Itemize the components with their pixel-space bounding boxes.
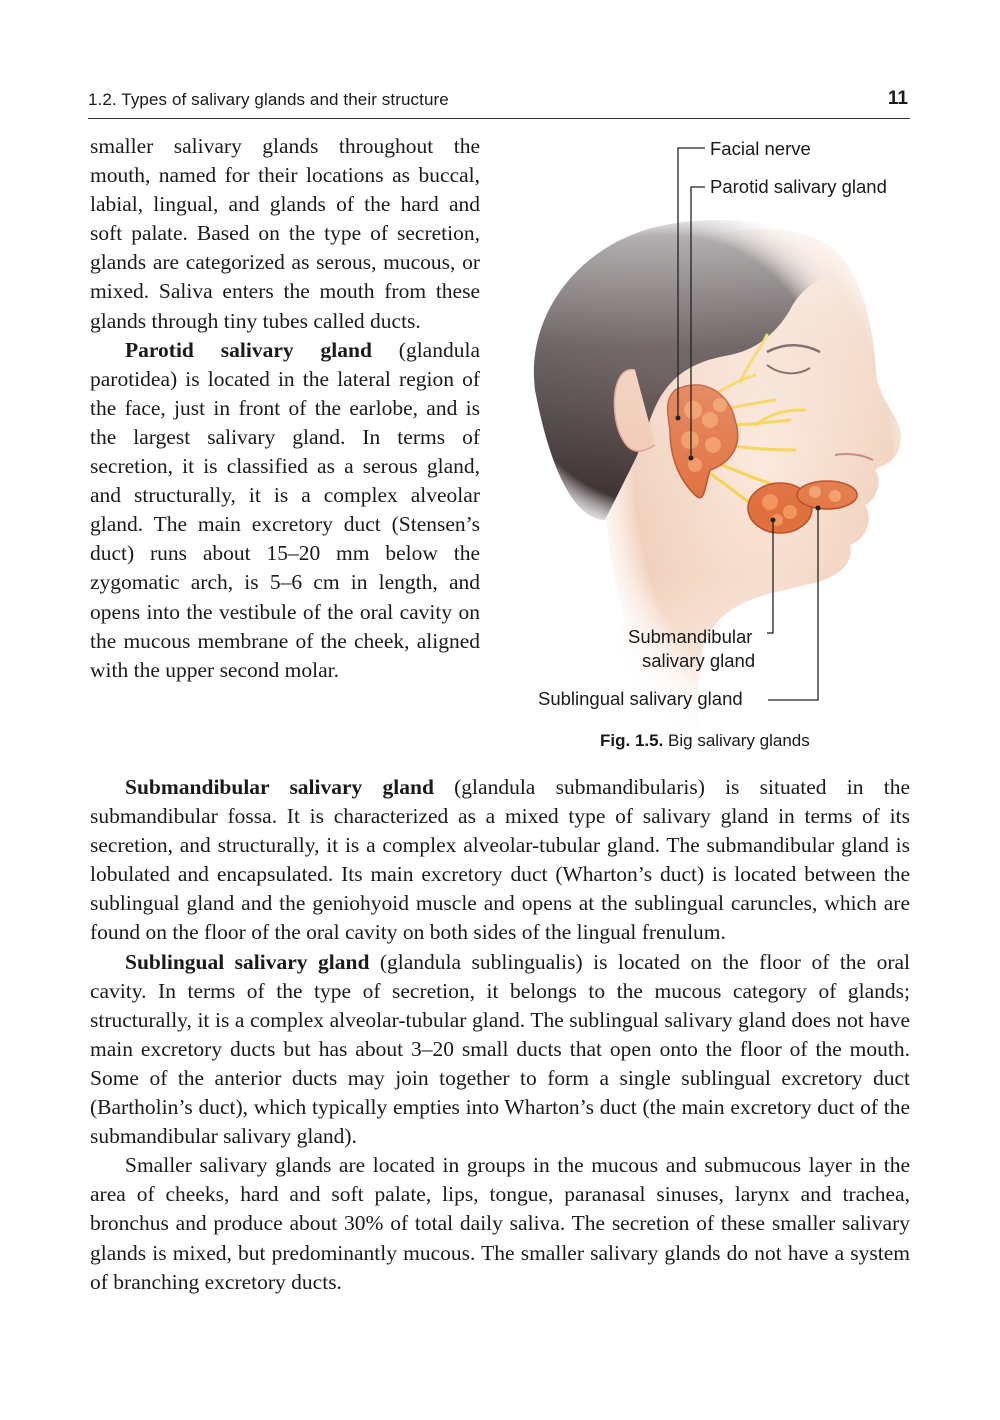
- term-sublingual: Sublingual salivary gland: [125, 949, 370, 974]
- paragraph-intro: smaller salivary glands throughout the mouth, named for their locations as buccal, labial, lingual, and glands of the hard and soft palate. Based on the type of secretion, glands are categorized as serous, mucous, or mixed. Saliva enters the mouth from these glands through tiny tubes called ducts.: [90, 134, 480, 333]
- figure-caption: [600, 731, 810, 751]
- page-number: 11: [887, 88, 908, 109]
- salivary-gland-figure: [505, 120, 925, 770]
- label-submandibular-line1: Submandibular: [628, 626, 753, 647]
- label-facial-nerve: Facial nerve: [710, 138, 811, 159]
- term-submandibular: Submandibular salivary gland: [125, 775, 434, 799]
- full-width-text: [90, 773, 910, 1297]
- paragraph-submandibular-text: (glandula submandibularis) is situated in the submandibular fossa. It is characterized as a mixed type of salivary gland in terms of its secretion, and structurally, it is a complex alveolar-tubular gland. The submandibular gland is lobulated and encapsulated. Its main excretory duct (Wharton’s duct) is located between the sublingual gland and the geniohyoid muscle and opens at the sublingual caruncles, which are found on the floor of the oral cavity on both sides of the lingual frenulum.: [90, 775, 910, 945]
- label-submandibular-line2: salivary gland: [642, 650, 756, 671]
- header-title: 1.2. Types of salivary glands and their structure: [88, 90, 449, 109]
- paragraph-sublingual: [90, 948, 910, 1152]
- term-parotid: Parotid salivary gland: [125, 337, 372, 362]
- caption-text: Big salivary glands: [663, 731, 810, 750]
- label-parotid-gland: Parotid salivary gland: [710, 176, 887, 197]
- paragraph-parotid: [90, 336, 480, 685]
- paragraph-submandibular: [90, 773, 910, 948]
- caption-number: Fig. 1.5.: [600, 731, 664, 750]
- running-header: [88, 88, 910, 119]
- paragraph-sublingual-text: (glandula sublingualis) is located on the floor of the oral cavity. In terms of the type of secretion, it belongs to the mucous category of glands; structurally, it is a complex alveolar-tubular gland. The sublingual salivary gland does not have main excretory ducts but has about 3–20 small ducts that open onto the floor of the mouth. Some of the anterior ducts may join together to form a single sublingual excretory duct (Bartholin’s duct), which typically empties into Wharton’s duct (the main excretory duct of the submandibular salivary gland).: [90, 949, 910, 1149]
- label-sublingual-gland: Sublingual salivary gland: [538, 688, 743, 709]
- paragraph-smaller-glands: Smaller salivary glands are located in groups in the mucous and submucous layer in the area of cheeks, hard and soft palate, lips, tongue, paranasal sinuses, larynx and trachea, bronchus and produce about 30% of total daily saliva. The secretion of these smaller salivary glands is mixed, but predominantly mucous. The smaller salivary glands do not have a system of branching excretory ducts.: [90, 1153, 910, 1294]
- left-column-text: [90, 132, 480, 685]
- paragraph-parotid-text: (glandula parotidea) is located in the lateral region of the face, just in front of the earlobe, and is the largest salivary gland. In terms of secretion, it is classified as a serous gland, and structurally, it is a complex alveolar gland. The main excretory duct (Stensen’s duct) runs about 15–20 mm below the zygomatic arch, is 5–6 cm in length, and opens into the vestibule of the oral cavity on the mucous membrane of the cheek, aligned with the upper second molar.: [90, 337, 480, 682]
- head-illustration: [505, 120, 925, 770]
